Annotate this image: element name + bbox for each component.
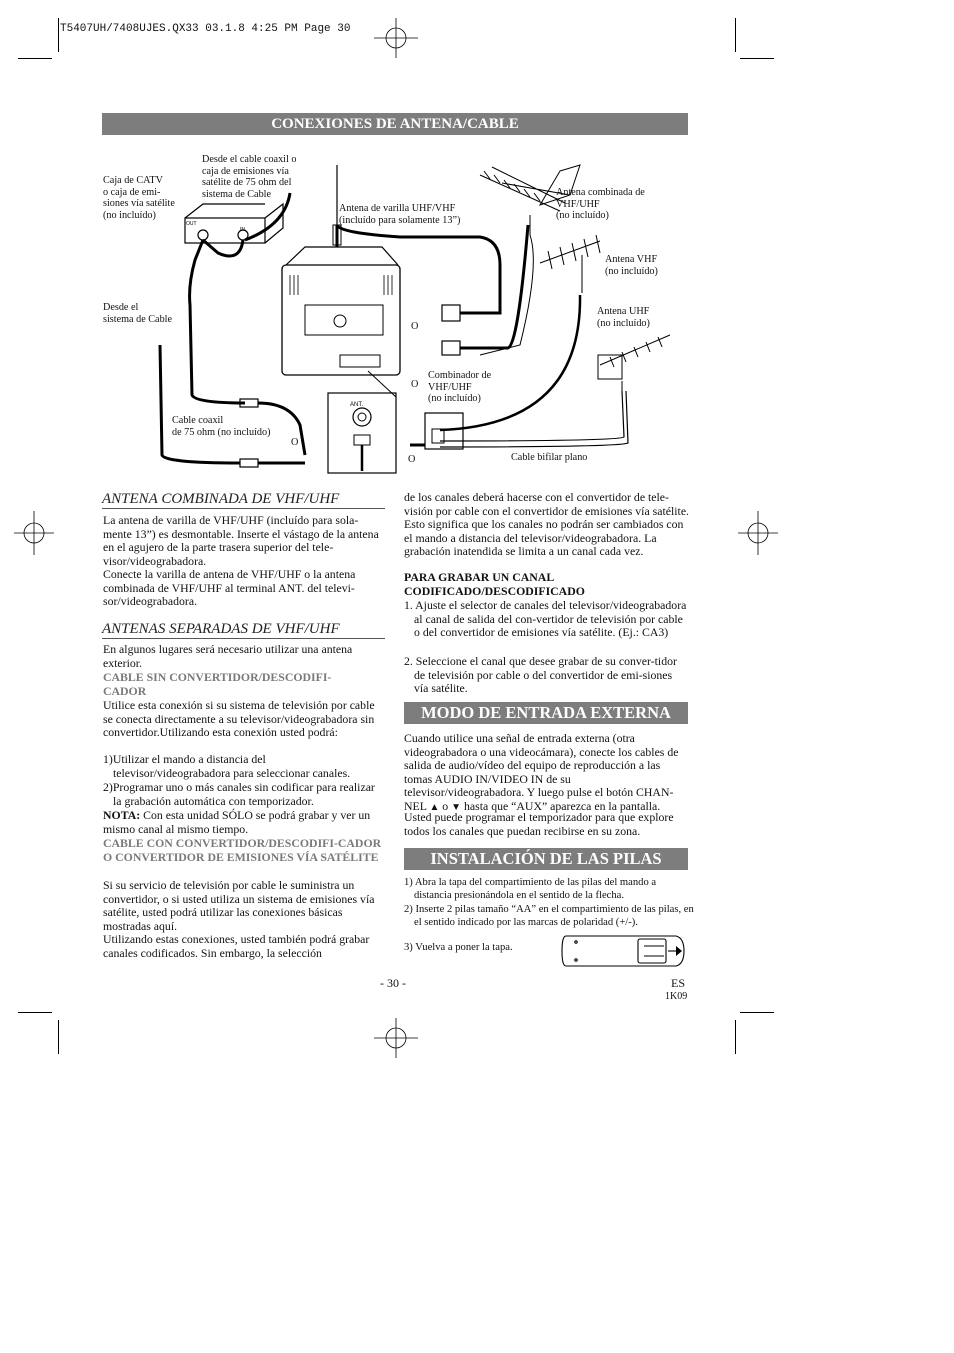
file-slug: T5407UH/7408UJES.QX33 03.1.8 4:25 PM Page 30: [60, 23, 351, 35]
label-coax-cable: Cable coaxil de 75 ohm (no incluído): [172, 415, 271, 438]
subheading-cable-con-convertidor: CABLE CON CONVERTIDOR/DESCODIFI-CADOR O CONVERTIDOR DE EMISIONES VÍA SATÉLITE: [103, 836, 382, 864]
paragraph: Si su servicio de televisión por cable le suministra un convertidor, o si usted utiliza un sistema de emisiones vía satélite, usted podrá utilizar las conexiones básicas mostradas aquí.: [103, 878, 375, 933]
language-code: ES: [671, 976, 686, 990]
tv-rear-icon: [282, 265, 400, 375]
crop-mark: [735, 18, 736, 52]
label-or: O: [291, 437, 299, 448]
paragraph: Usted puede programar el temporizador para que explore todos los canales que puedan recibirse en su zona.: [404, 810, 674, 838]
crop-mark: [740, 58, 774, 59]
registration-mark-bottom: [368, 1018, 424, 1062]
note-text: Con esta unidad SÓLO se podrá grabar y ver un mismo canal al mismo tiempo.: [103, 808, 371, 836]
paragraph: La antena de varilla de VHF/UHF (incluído para sola-mente 13”) es desmontable. Inserte el vástago de la antena en el agujero de la parte trasera superior del tele-visor/videograbadora.: [103, 513, 379, 568]
label-or: O: [408, 454, 416, 465]
list-item: 1)Utilizar el mando a distancia del televisor/videograbadora para seleccionar canales.: [103, 752, 351, 780]
step-item: 1. Ajuste el selector de canales del televisor/videograbadora al canal de salida del con-vertidor de televisión por cable o del convertidor de emisiones vía satélite. (Ej.: CA3): [404, 598, 687, 640]
step-item: 2) Inserte 2 pilas tamaño “AA” en el compartimiento de las pilas, en el sentido indicado por las marcas de polaridad (+/-).: [404, 904, 694, 928]
section-title-instalacion-pilas: INSTALACIÓN DE LAS PILAS: [404, 848, 688, 870]
catv-box-icon: [185, 218, 265, 243]
modo-text-or: o: [439, 798, 452, 813]
paragraph: [404, 732, 689, 815]
section-title-modo-entrada: MODO DE ENTRADA EXTERNA: [404, 702, 688, 724]
crop-mark: [58, 18, 59, 52]
section-title-antena-cable: CONEXIONES DE ANTENA/CABLE: [102, 113, 688, 135]
registration-mark-left: [14, 505, 54, 561]
remote-control-battery-icon: [560, 932, 688, 970]
page-number: - 30 -: [380, 976, 406, 990]
subheading-cable-sin-convertidor: CABLE SIN CONVERTIDOR/DESCODIFI-CADOR: [103, 670, 332, 698]
crop-mark: [740, 1012, 774, 1013]
box-in-label: IN: [240, 227, 245, 233]
heading-antena-combinada: ANTENA COMBINADA DE VHF/UHF: [102, 490, 385, 509]
channel-up-icon: ▲: [429, 801, 440, 813]
label-vhf-antenna: Antena VHF (no incluído): [605, 254, 658, 277]
connection-diagram: [100, 145, 690, 475]
ant-label: ANT.: [350, 402, 364, 408]
label-twin-lead: Cable bifilar plano: [511, 452, 588, 463]
note: [103, 809, 385, 836]
label-catv-box: Caja de CATV o caja de emi- siones vía satélite (no incluído): [103, 175, 175, 221]
label-coax-from: Desde el cable coaxil o caja de emisiones vía satélite de 75 ohm del sistema de Cable: [202, 154, 297, 200]
modo-text-a: Cuando utilice una señal de entrada externa (otra videograbadora o una videocámara), conecte los cables de salida de audio/vídeo del equipo de reproducción a las tomas AUDIO IN/VIDEO IN de su televisor/videograbadora. Y luego pulse el botón CHAN-NEL: [404, 731, 679, 813]
paragraph: Utilizando estas conexiones, usted también podrá grabar canales codificados. Sin embargo, la selección: [103, 932, 370, 960]
list-item: 2)Programar uno o más canales sin codificar para realizar la grabación automática con temporizador.: [103, 780, 375, 808]
label-or: O: [411, 379, 419, 390]
step-item: 2. Seleccione el canal que desee grabar de su conver-tidor de televisión por cable o del convertidor de emi-siones vía satélite.: [404, 654, 677, 696]
paragraph: Conecte la varilla de antena de VHF/UHF o la antena combinada de VHF/UHF al terminal ANT. del televi-sor/videograbadora.: [103, 567, 356, 609]
registration-mark-top: [368, 14, 424, 58]
step-item: 1) Abra la tapa del compartimiento de las pilas del mando a distancia presionándola en el sentido de la flecha.: [404, 877, 657, 901]
subheading-grabar-codificado: PARA GRABAR UN CANAL CODIFICADO/DESCODIFICADO: [404, 570, 585, 598]
label-combo-antenna: Antena combinada de VHF/UHF (no incluído): [556, 187, 645, 222]
vhf-antenna-icon: [540, 235, 600, 293]
step-item: 3) Vuelva a poner la tapa.: [404, 942, 513, 953]
paragraph: Utilice esta conexión si su sistema de televisión por cable se conecta directamente a su televisor/videograbadora sin convertidor.Utilizando esta conexión usted podrá:: [103, 698, 375, 740]
box-out-label: OUT: [186, 221, 197, 227]
note-label: NOTA:: [103, 808, 141, 822]
heading-antenas-separadas: ANTENAS SEPARADAS DE VHF/UHF: [102, 620, 385, 639]
paragraph: de los canales deberá hacerse con el convertidor de tele-visión por cable con el convertidor de emisiones vía satélite. Esto significa que los canales no podrán ser cambiados con el mando a distancia del televisor/videograbadora. La grabación inatendida se limita a un canal cada vez.: [404, 490, 690, 559]
label-uhf-antenna: Antena UHF (no incluído): [597, 306, 650, 329]
label-from-cable: Desde el sistema de Cable: [103, 302, 173, 325]
registration-mark-right: [738, 505, 778, 561]
label-combiner: Combinador de VHF/UHF (no incluído): [428, 370, 492, 405]
crop-mark: [18, 1012, 52, 1013]
crop-mark: [735, 1020, 736, 1054]
label-or: O: [411, 321, 419, 332]
channel-down-icon: ▼: [451, 801, 462, 813]
paragraph: En algunos lugares será necesario utilizar una antena exterior.: [103, 642, 353, 670]
crop-mark: [18, 58, 52, 59]
label-rod-antenna: Antena de varilla UHF/VHF (incluído para solamente 13”): [339, 203, 461, 226]
crop-mark: [58, 1020, 59, 1054]
uhf-antenna-icon: [598, 335, 670, 391]
document-code: 1K09: [665, 991, 688, 1002]
modo-text-b: hasta que “AUX” aparezca en la pantalla.: [461, 798, 661, 813]
